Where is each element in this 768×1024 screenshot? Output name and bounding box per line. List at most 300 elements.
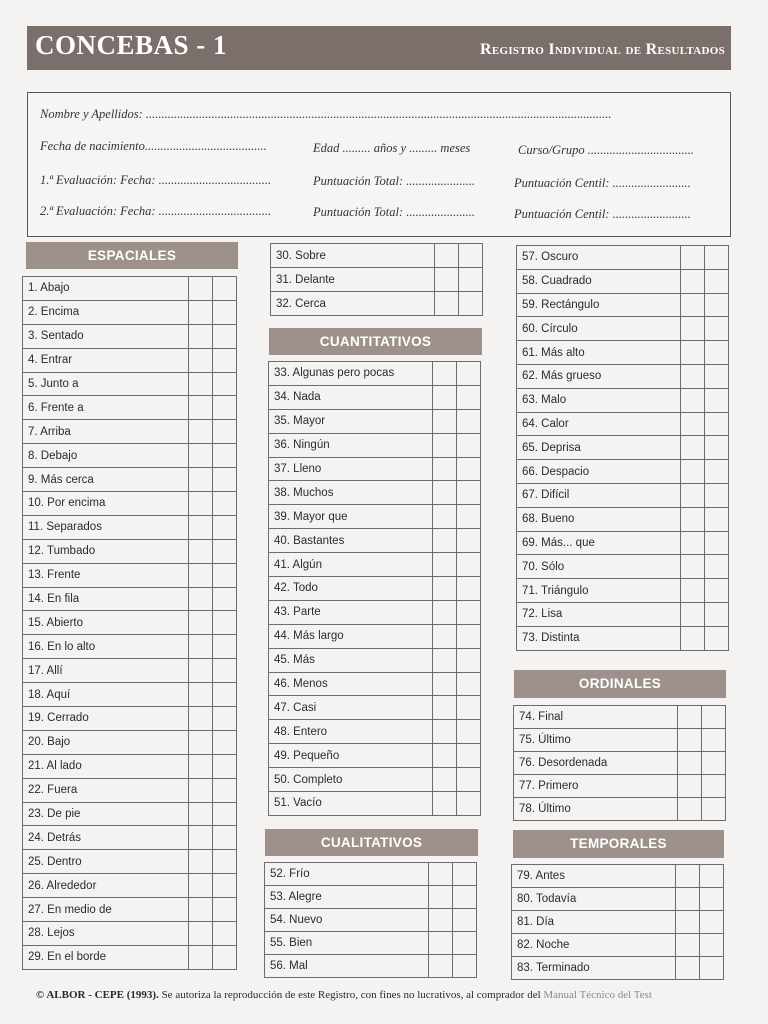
score-cell-1[interactable] bbox=[189, 754, 213, 778]
section-title-ordinales: ORDINALES bbox=[514, 670, 726, 698]
score-cell-2[interactable] bbox=[702, 752, 726, 775]
score-cell-2[interactable] bbox=[213, 300, 237, 324]
item-label: 46. Menos bbox=[269, 672, 433, 696]
score-cell-1[interactable] bbox=[678, 752, 702, 775]
score-cell-2[interactable] bbox=[705, 602, 729, 626]
score-cell-2[interactable] bbox=[700, 865, 724, 888]
table-row bbox=[269, 505, 481, 529]
score-cell-1[interactable] bbox=[189, 348, 213, 372]
footer-faded-text: Manual Técnico del Test bbox=[543, 989, 652, 1001]
item-label: 2. Encima bbox=[23, 300, 189, 324]
score-cell-1[interactable] bbox=[676, 911, 700, 934]
item-label: 54. Nuevo bbox=[265, 909, 429, 932]
score-cell-2[interactable] bbox=[457, 433, 481, 457]
score-cell-1[interactable] bbox=[676, 934, 700, 957]
table-row bbox=[23, 372, 237, 396]
score-cell-2[interactable] bbox=[457, 385, 481, 409]
score-cell-2[interactable] bbox=[702, 798, 726, 821]
score-cell-1[interactable] bbox=[429, 955, 453, 978]
table-row bbox=[23, 730, 237, 754]
table-row bbox=[517, 460, 729, 484]
table-row bbox=[269, 433, 481, 457]
table-row bbox=[514, 752, 726, 775]
score-cell-2[interactable] bbox=[705, 579, 729, 603]
table-row bbox=[269, 624, 481, 648]
score-cell-1[interactable] bbox=[681, 626, 705, 650]
score-cell-2[interactable] bbox=[702, 706, 726, 729]
score-cell-2[interactable] bbox=[453, 863, 477, 886]
score-cell-1[interactable] bbox=[189, 945, 213, 969]
item-label: 59. Rectángulo bbox=[517, 293, 681, 317]
score-cell-1[interactable] bbox=[189, 420, 213, 444]
score-cell-1[interactable] bbox=[429, 909, 453, 932]
table-row bbox=[23, 707, 237, 731]
item-label: 48. Entero bbox=[269, 720, 433, 744]
score-cell-2[interactable] bbox=[213, 754, 237, 778]
item-label: 61. Más alto bbox=[517, 341, 681, 365]
table-row bbox=[23, 348, 237, 372]
table-ordinales bbox=[513, 705, 726, 821]
eval1-centil-field[interactable]: Puntuación Centil: ......................... bbox=[514, 176, 691, 190]
score-cell-2[interactable] bbox=[705, 626, 729, 650]
item-label: 49. Pequeño bbox=[269, 744, 433, 768]
score-cell-1[interactable] bbox=[681, 460, 705, 484]
score-cell-1[interactable] bbox=[429, 886, 453, 909]
score-cell-1[interactable] bbox=[678, 706, 702, 729]
score-cell-1[interactable] bbox=[433, 648, 457, 672]
score-cell-1[interactable] bbox=[189, 922, 213, 946]
table-row bbox=[269, 600, 481, 624]
name-field[interactable]: Nombre y Apellidos: ..................................................................................................................................................... bbox=[40, 107, 612, 121]
item-label: 68. Bueno bbox=[517, 507, 681, 531]
table-row bbox=[23, 802, 237, 826]
score-cell-1[interactable] bbox=[189, 444, 213, 468]
item-label: 50. Completo bbox=[269, 768, 433, 792]
score-cell-2[interactable] bbox=[457, 744, 481, 768]
item-label: 60. Círculo bbox=[517, 317, 681, 341]
table-row bbox=[265, 863, 477, 886]
footer-text: Se autoriza la reproducción de este Registro, con fines no lucrativos, al comprador del bbox=[161, 989, 541, 1001]
form-subtitle: Registro Individual de Resultados bbox=[479, 41, 725, 58]
score-cell-1[interactable] bbox=[189, 468, 213, 492]
table-row bbox=[271, 268, 483, 292]
score-cell-2[interactable] bbox=[700, 957, 724, 980]
score-cell-1[interactable] bbox=[433, 457, 457, 481]
score-cell-2[interactable] bbox=[457, 577, 481, 601]
score-cell-2[interactable] bbox=[213, 898, 237, 922]
score-cell-2[interactable] bbox=[457, 457, 481, 481]
score-cell-2[interactable] bbox=[213, 468, 237, 492]
score-cell-2[interactable] bbox=[213, 563, 237, 587]
score-cell-1[interactable] bbox=[681, 436, 705, 460]
score-cell-2[interactable] bbox=[213, 539, 237, 563]
item-label: 41. Algún bbox=[269, 553, 433, 577]
table-row bbox=[269, 792, 481, 816]
score-cell-1[interactable] bbox=[189, 683, 213, 707]
score-cell-1[interactable] bbox=[189, 587, 213, 611]
item-label: 51. Vacío bbox=[269, 792, 433, 816]
table-row bbox=[269, 672, 481, 696]
score-cell-2[interactable] bbox=[213, 635, 237, 659]
eval2-date-field[interactable]: 2.ª Evaluación: Fecha: .................................... bbox=[40, 204, 272, 218]
score-cell-2[interactable] bbox=[213, 683, 237, 707]
score-cell-2[interactable] bbox=[700, 911, 724, 934]
item-label: 66. Despacio bbox=[517, 460, 681, 484]
item-label: 26. Alrededor bbox=[23, 874, 189, 898]
score-cell-1[interactable] bbox=[189, 850, 213, 874]
item-label: 38. Muchos bbox=[269, 481, 433, 505]
score-cell-1[interactable] bbox=[189, 324, 213, 348]
table-row bbox=[265, 886, 477, 909]
score-cell-2[interactable] bbox=[213, 492, 237, 516]
score-cell-2[interactable] bbox=[457, 648, 481, 672]
score-cell-2[interactable] bbox=[705, 388, 729, 412]
score-cell-1[interactable] bbox=[681, 317, 705, 341]
table-row bbox=[269, 744, 481, 768]
score-cell-2[interactable] bbox=[700, 934, 724, 957]
item-label: 29. En el borde bbox=[23, 945, 189, 969]
score-cell-2[interactable] bbox=[213, 277, 237, 301]
score-cell-1[interactable] bbox=[681, 483, 705, 507]
score-cell-1[interactable] bbox=[189, 730, 213, 754]
score-cell-2[interactable] bbox=[705, 364, 729, 388]
score-cell-1[interactable] bbox=[189, 802, 213, 826]
item-label: 55. Bien bbox=[265, 932, 429, 955]
age-field[interactable]: Edad ......... años y ......... meses bbox=[313, 141, 471, 155]
score-cell-1[interactable] bbox=[433, 744, 457, 768]
score-cell-2[interactable] bbox=[213, 874, 237, 898]
table-row bbox=[23, 492, 237, 516]
score-cell-1[interactable] bbox=[433, 553, 457, 577]
section-title-cualitativos: CUALITATIVOS bbox=[265, 829, 478, 856]
item-label: 63. Malo bbox=[517, 388, 681, 412]
item-label: 36. Ningún bbox=[269, 433, 433, 457]
score-cell-2[interactable] bbox=[213, 730, 237, 754]
score-cell-1[interactable] bbox=[433, 505, 457, 529]
score-cell-1[interactable] bbox=[433, 768, 457, 792]
table-row bbox=[23, 945, 237, 969]
score-cell-2[interactable] bbox=[705, 246, 729, 270]
score-cell-1[interactable] bbox=[678, 798, 702, 821]
table-espaciales-cont bbox=[270, 243, 483, 316]
score-cell-1[interactable] bbox=[681, 412, 705, 436]
item-label: 32. Cerca bbox=[271, 292, 435, 316]
item-label: 72. Lisa bbox=[517, 602, 681, 626]
score-cell-1[interactable] bbox=[433, 577, 457, 601]
score-cell-1[interactable] bbox=[433, 529, 457, 553]
item-label: 43. Parte bbox=[269, 600, 433, 624]
score-cell-1[interactable] bbox=[681, 531, 705, 555]
item-label: 42. Todo bbox=[269, 577, 433, 601]
score-cell-1[interactable] bbox=[189, 826, 213, 850]
table-row bbox=[517, 388, 729, 412]
score-cell-1[interactable] bbox=[433, 600, 457, 624]
score-cell-2[interactable] bbox=[453, 932, 477, 955]
score-cell-2[interactable] bbox=[457, 600, 481, 624]
table-espaciales bbox=[22, 276, 237, 970]
table-row bbox=[23, 539, 237, 563]
eval1-total-field[interactable]: Puntuación Total: ...................... bbox=[313, 174, 476, 188]
score-cell-1[interactable] bbox=[189, 539, 213, 563]
score-cell-1[interactable] bbox=[435, 244, 459, 268]
table-cuantitativos bbox=[268, 361, 481, 816]
score-cell-1[interactable] bbox=[189, 396, 213, 420]
score-cell-2[interactable] bbox=[459, 268, 483, 292]
score-cell-2[interactable] bbox=[705, 507, 729, 531]
item-label: 65. Deprisa bbox=[517, 436, 681, 460]
form-title: CONCEBAS - 1 bbox=[35, 30, 228, 60]
score-cell-2[interactable] bbox=[705, 269, 729, 293]
item-label: 44. Más largo bbox=[269, 624, 433, 648]
table-row bbox=[23, 515, 237, 539]
score-cell-1[interactable] bbox=[681, 555, 705, 579]
score-cell-2[interactable] bbox=[213, 372, 237, 396]
table-row bbox=[517, 579, 729, 603]
table-row bbox=[269, 385, 481, 409]
table-row bbox=[517, 269, 729, 293]
score-cell-2[interactable] bbox=[457, 624, 481, 648]
score-cell-1[interactable] bbox=[189, 515, 213, 539]
score-cell-2[interactable] bbox=[453, 955, 477, 978]
item-label: 67. Difícil bbox=[517, 483, 681, 507]
score-cell-1[interactable] bbox=[681, 246, 705, 270]
table-row bbox=[517, 246, 729, 270]
table-row bbox=[517, 483, 729, 507]
table-row bbox=[23, 468, 237, 492]
score-cell-1[interactable] bbox=[435, 292, 459, 316]
score-cell-1[interactable] bbox=[681, 388, 705, 412]
score-cell-1[interactable] bbox=[681, 341, 705, 365]
score-cell-1[interactable] bbox=[678, 775, 702, 798]
score-cell-1[interactable] bbox=[681, 269, 705, 293]
score-cell-2[interactable] bbox=[705, 436, 729, 460]
score-cell-1[interactable] bbox=[433, 433, 457, 457]
score-cell-2[interactable] bbox=[705, 460, 729, 484]
score-cell-2[interactable] bbox=[705, 555, 729, 579]
score-cell-2[interactable] bbox=[457, 362, 481, 386]
table-row bbox=[512, 957, 724, 980]
score-cell-1[interactable] bbox=[189, 492, 213, 516]
score-cell-1[interactable] bbox=[681, 364, 705, 388]
score-cell-1[interactable] bbox=[681, 602, 705, 626]
table-cualitativos bbox=[264, 862, 477, 978]
score-cell-1[interactable] bbox=[433, 792, 457, 816]
item-label: 25. Dentro bbox=[23, 850, 189, 874]
score-cell-2[interactable] bbox=[213, 922, 237, 946]
item-label: 7. Arriba bbox=[23, 420, 189, 444]
score-cell-2[interactable] bbox=[213, 396, 237, 420]
table-row bbox=[512, 911, 724, 934]
score-cell-2[interactable] bbox=[457, 672, 481, 696]
score-cell-1[interactable] bbox=[189, 778, 213, 802]
score-cell-2[interactable] bbox=[705, 483, 729, 507]
item-label: 35. Mayor bbox=[269, 409, 433, 433]
item-label: 82. Noche bbox=[512, 934, 676, 957]
table-row bbox=[517, 626, 729, 650]
score-cell-1[interactable] bbox=[676, 865, 700, 888]
birth-date-field[interactable]: Fecha de nacimiento....................................... bbox=[40, 139, 267, 153]
table-row bbox=[23, 611, 237, 635]
score-cell-1[interactable] bbox=[681, 507, 705, 531]
score-cell-2[interactable] bbox=[213, 778, 237, 802]
table-row bbox=[23, 444, 237, 468]
score-cell-1[interactable] bbox=[189, 659, 213, 683]
table-row bbox=[517, 507, 729, 531]
section-title-temporales: TEMPORALES bbox=[513, 830, 724, 858]
table-row bbox=[269, 648, 481, 672]
score-cell-2[interactable] bbox=[453, 886, 477, 909]
table-row bbox=[265, 955, 477, 978]
table-row bbox=[265, 932, 477, 955]
score-cell-2[interactable] bbox=[213, 802, 237, 826]
table-row bbox=[23, 324, 237, 348]
score-cell-2[interactable] bbox=[213, 444, 237, 468]
score-cell-1[interactable] bbox=[433, 409, 457, 433]
table-row bbox=[23, 277, 237, 301]
score-cell-2[interactable] bbox=[213, 826, 237, 850]
table-row bbox=[265, 909, 477, 932]
score-cell-2[interactable] bbox=[457, 696, 481, 720]
score-cell-1[interactable] bbox=[678, 729, 702, 752]
score-cell-1[interactable] bbox=[433, 672, 457, 696]
score-cell-1[interactable] bbox=[429, 863, 453, 886]
score-cell-1[interactable] bbox=[189, 372, 213, 396]
score-cell-2[interactable] bbox=[213, 348, 237, 372]
score-cell-1[interactable] bbox=[435, 268, 459, 292]
item-label: 37. Lleno bbox=[269, 457, 433, 481]
score-cell-1[interactable] bbox=[433, 624, 457, 648]
item-label: 15. Abierto bbox=[23, 611, 189, 635]
item-label: 14. En fila bbox=[23, 587, 189, 611]
score-cell-2[interactable] bbox=[453, 909, 477, 932]
item-label: 10. Por encima bbox=[23, 492, 189, 516]
score-cell-2[interactable] bbox=[457, 768, 481, 792]
score-cell-2[interactable] bbox=[213, 659, 237, 683]
score-cell-2[interactable] bbox=[457, 792, 481, 816]
score-cell-2[interactable] bbox=[459, 244, 483, 268]
score-cell-1[interactable] bbox=[189, 277, 213, 301]
score-cell-2[interactable] bbox=[705, 531, 729, 555]
table-row bbox=[512, 888, 724, 911]
score-cell-1[interactable] bbox=[676, 888, 700, 911]
item-label: 4. Entrar bbox=[23, 348, 189, 372]
score-cell-1[interactable] bbox=[433, 385, 457, 409]
item-label: 75. Último bbox=[514, 729, 678, 752]
score-cell-2[interactable] bbox=[457, 505, 481, 529]
item-label: 21. Al lado bbox=[23, 754, 189, 778]
score-cell-1[interactable] bbox=[189, 611, 213, 635]
item-label: 17. Allí bbox=[23, 659, 189, 683]
score-cell-2[interactable] bbox=[213, 707, 237, 731]
table-col3 bbox=[516, 245, 729, 651]
table-row bbox=[517, 412, 729, 436]
score-cell-1[interactable] bbox=[429, 932, 453, 955]
score-cell-2[interactable] bbox=[705, 293, 729, 317]
item-label: 9. Más cerca bbox=[23, 468, 189, 492]
item-label: 52. Frío bbox=[265, 863, 429, 886]
item-label: 8. Debajo bbox=[23, 444, 189, 468]
score-cell-2[interactable] bbox=[457, 720, 481, 744]
score-cell-2[interactable] bbox=[705, 412, 729, 436]
score-cell-1[interactable] bbox=[433, 362, 457, 386]
score-cell-1[interactable] bbox=[189, 898, 213, 922]
eval2-total-field[interactable]: Puntuación Total: ...................... bbox=[313, 205, 476, 219]
score-cell-2[interactable] bbox=[457, 529, 481, 553]
eval1-date-field[interactable]: 1.ª Evaluación: Fecha: .................................... bbox=[40, 173, 272, 187]
table-row bbox=[23, 420, 237, 444]
table-row bbox=[269, 696, 481, 720]
item-label: 76. Desordenada bbox=[514, 752, 678, 775]
score-cell-1[interactable] bbox=[681, 293, 705, 317]
score-cell-2[interactable] bbox=[457, 481, 481, 505]
score-cell-1[interactable] bbox=[189, 635, 213, 659]
score-cell-1[interactable] bbox=[433, 481, 457, 505]
table-row bbox=[271, 292, 483, 316]
score-cell-2[interactable] bbox=[213, 611, 237, 635]
score-cell-2[interactable] bbox=[213, 850, 237, 874]
score-cell-1[interactable] bbox=[433, 720, 457, 744]
score-cell-2[interactable] bbox=[213, 587, 237, 611]
item-label: 11. Separados bbox=[23, 515, 189, 539]
eval2-centil-field[interactable]: Puntuación Centil: ......................... bbox=[514, 207, 691, 221]
item-label: 16. En lo alto bbox=[23, 635, 189, 659]
item-label: 58. Cuadrado bbox=[517, 269, 681, 293]
score-cell-1[interactable] bbox=[189, 563, 213, 587]
footer-note bbox=[36, 989, 652, 1001]
score-cell-2[interactable] bbox=[213, 945, 237, 969]
item-label: 79. Antes bbox=[512, 865, 676, 888]
table-row bbox=[269, 529, 481, 553]
score-cell-2[interactable] bbox=[459, 292, 483, 316]
item-label: 34. Nada bbox=[269, 385, 433, 409]
table-row bbox=[514, 706, 726, 729]
item-label: 1. Abajo bbox=[23, 277, 189, 301]
item-label: 22. Fuera bbox=[23, 778, 189, 802]
score-cell-2[interactable] bbox=[213, 324, 237, 348]
score-cell-2[interactable] bbox=[457, 409, 481, 433]
item-label: 31. Delante bbox=[271, 268, 435, 292]
score-cell-2[interactable] bbox=[702, 729, 726, 752]
item-label: 73. Distinta bbox=[517, 626, 681, 650]
item-label: 45. Más bbox=[269, 648, 433, 672]
item-label: 30. Sobre bbox=[271, 244, 435, 268]
score-cell-2[interactable] bbox=[457, 553, 481, 577]
score-cell-1[interactable] bbox=[189, 874, 213, 898]
table-row bbox=[23, 874, 237, 898]
section-title-espaciales: ESPACIALES bbox=[26, 242, 238, 269]
score-cell-1[interactable] bbox=[189, 300, 213, 324]
score-cell-2[interactable] bbox=[705, 317, 729, 341]
score-cell-2[interactable] bbox=[213, 515, 237, 539]
table-row bbox=[517, 602, 729, 626]
score-cell-1[interactable] bbox=[189, 707, 213, 731]
table-row bbox=[23, 922, 237, 946]
score-cell-2[interactable] bbox=[213, 420, 237, 444]
course-field[interactable]: Curso/Grupo .................................. bbox=[518, 143, 695, 157]
score-cell-2[interactable] bbox=[702, 775, 726, 798]
score-cell-2[interactable] bbox=[705, 341, 729, 365]
score-cell-2[interactable] bbox=[700, 888, 724, 911]
table-row bbox=[269, 457, 481, 481]
section-title-cuantitativos: CUANTITATIVOS bbox=[269, 328, 482, 355]
item-label: 62. Más grueso bbox=[517, 364, 681, 388]
score-cell-1[interactable] bbox=[433, 696, 457, 720]
item-label: 27. En medio de bbox=[23, 898, 189, 922]
score-cell-1[interactable] bbox=[681, 579, 705, 603]
item-label: 70. Sólo bbox=[517, 555, 681, 579]
item-label: 39. Mayor que bbox=[269, 505, 433, 529]
score-cell-1[interactable] bbox=[676, 957, 700, 980]
